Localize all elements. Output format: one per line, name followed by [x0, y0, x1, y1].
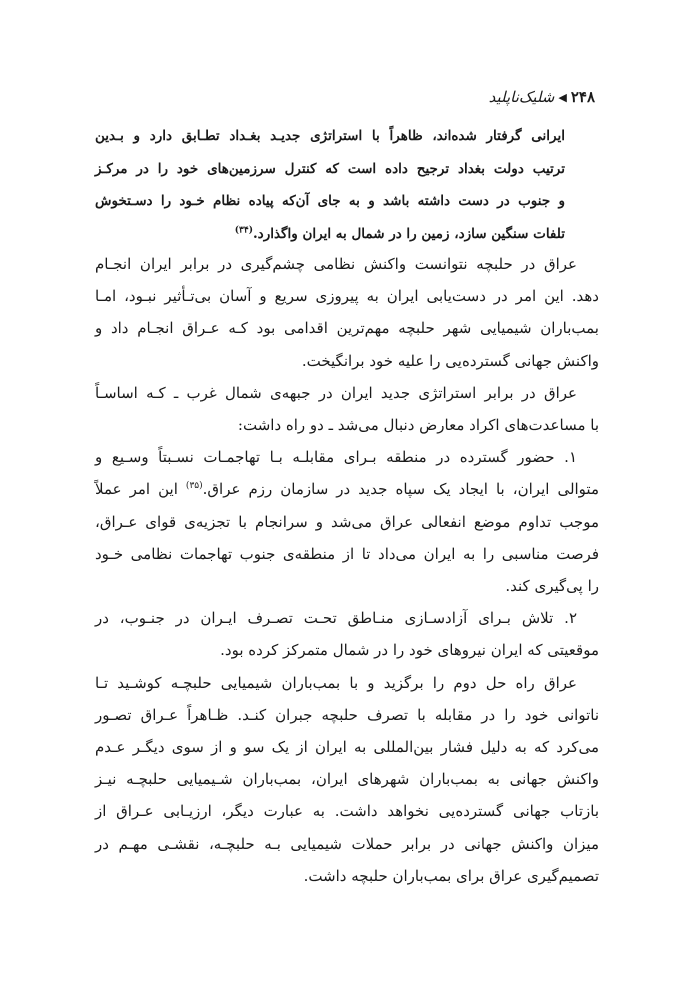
quote-line-text: تلفات سنگین سازد، زمین را در شمال به ایران واگذارد. [252, 225, 565, 242]
text-line: را پی‌گیری کند. [505, 577, 599, 596]
text-line: بمب‌باران شیمیایی شهر حلبچه مهم‌ترین اقدامی بود کـه عـراق انجـام داد و [95, 319, 599, 338]
text-line: عراق در برابر استراتژی جدید ایران در جبهه‌ی شمال غرب ـ کـه اساسـاً [95, 383, 577, 402]
footnote-reference: (۳۵) [185, 481, 203, 492]
body-text [95, 248, 599, 892]
text-line: با مساعدت‌های اکراد معارض دنبال می‌شد ـ دو راه داشت: [237, 416, 599, 435]
book-title: شلیک‌ناپلید [488, 88, 555, 106]
text-line [95, 473, 599, 505]
quote-last-line [95, 218, 565, 251]
text-line: موجب تداوم موضع انفعالی عراق می‌شد و سرانجام با تجزیه‌ی قوای عـراق، [95, 512, 599, 531]
paragraph [95, 248, 599, 377]
quote-line: و جنوب در دست داشته باشد و به جای آن‌که پیاده نظام خـود را دسـتخوش [95, 193, 565, 209]
text-line: بازتاب جهانی گسترده‌یی نخواهد داشت. به عبارت دیگر، ارزیـابی عـراق از [95, 802, 599, 821]
quote-line: ترتیب دولت بغداد ترجیح داده است که کنترل سرزمین‌های خود را در مرکـز [95, 160, 565, 177]
text-line: ۱. حضور گسترده در منطقه بـرای مقابلـه بـا تهاجمـات نسـبتاً وسـیع و [95, 448, 577, 467]
block-quote [95, 120, 565, 250]
page-number: ۲۴۸ [570, 88, 595, 106]
text-segment: متوالی ایران، با ایجاد یک سپاه جدید در سازمان رزم عراق. [202, 480, 599, 499]
triangle-marker-icon: ◀ [558, 90, 567, 104]
text-line: فرصت مناسبی را به ایران می‌داد تا از منطقه‌ی جنوب تهاجمات نظامی خـود [95, 544, 599, 563]
text-line: موقعیتی که ایران نیروهای خود را در شمال متمرکز کرده بود. [220, 641, 599, 660]
text-line: می‌کرد که به دلیل فشار بین‌المللی به ایران از یک سو و از سوی دیگـر عـدم [95, 738, 599, 757]
text-line: ناتوانی خود را در مقابله با تصرف حلبچه جبران کنـد. ظـاهراً عـراق تصـور [95, 705, 599, 724]
quote-line: ایرانی گرفتار شده‌اند، ظاهراً با استراتژی جدیـد بغـداد تطـابق دارد و بـدین [95, 128, 565, 144]
text-line: دهد. این امر در دست‌یابی ایران به پیروزی سریع و آسان بی‌تـأثیر نبـود، امـا [95, 287, 599, 306]
text-line: عراق در حلبچه نتوانست واکنش نظامی چشم‌گیری در برابر ایران انجـام [95, 255, 577, 273]
paragraph [95, 441, 599, 602]
paragraph [95, 377, 599, 441]
paragraph [95, 602, 599, 666]
text-line: میزان واکنش جهانی در برابر حملات شیمیایی بـه حلبچـه، نقشـی مهـم در [95, 834, 599, 853]
text-line: تصمیم‌گیری عراق برای بمب‌باران حلبچه داشت. [303, 866, 599, 885]
text-line: عراق راه حل دوم را برگزید و با بمب‌باران شیمیایی حلبچـه کوشـید تـا [95, 673, 577, 692]
text-line: واکنش جهانی به بمب‌باران شهرهای ایران، بمب‌باران شـیمیایی حلبچـه نیـز [95, 770, 599, 789]
text-line: ۲. تلاش بـرای آزادسـازی منـاطق تحـت تصـرف ایـران در جنـوب، در [95, 609, 577, 628]
paragraph [95, 667, 599, 892]
footnote-reference: (۳۴) [234, 225, 253, 235]
running-header [489, 88, 595, 106]
text-line: واکنش جهانی گسترده‌یی را علیه خود برانگیخت. [301, 351, 599, 370]
text-segment: این امر عملاً [95, 480, 186, 499]
